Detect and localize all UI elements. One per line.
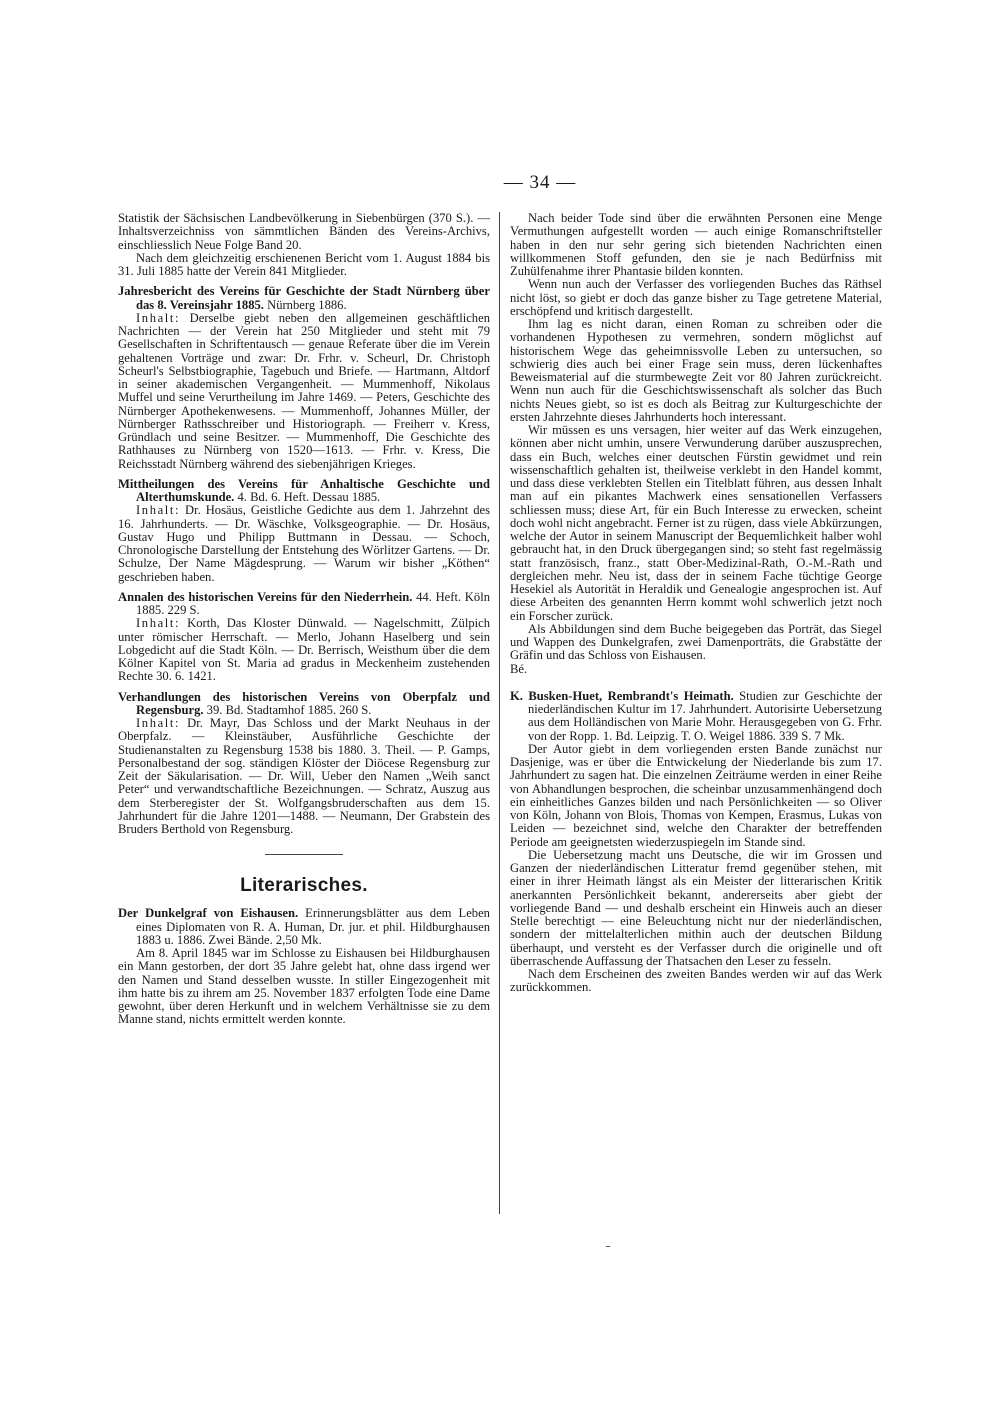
paragraph: Nach beider Tode sind über die erwähnten Personen eine Menge Vermuthungen aufgestellt worden — auch einige Romanschriftsteller haben in den nur sehr gering sich bietenden Nachrichten einen willkommenen Stoff gefunden, den sie je nach Bedürfniss mit Zuhülfenahme ihrer Phantasie bilden konnten. — [510, 211, 882, 278]
entry-details: 39. Bd. Stadtamhof 1885. 260 S. — [203, 702, 372, 717]
entry-title: Der Dunkelgraf von Eishausen. — [118, 906, 299, 921]
paragraph: Die Uebersetzung macht uns Deutsche, die wir im Grossen und Ganzen der niederländischen Litteratur fremd gegenüber stehen, mit einer in ihrer Heimath längst als ein Meister der litterarischen Kritik anerkannten Persönlichkeit bekannt, andererseits aber giebt der vorliegende Band — und deshalb erscheint ein Hinweis auch an dieser Stelle berechtigt — eine Beleuchtung nicht nur der niederländischen, sondern der mittelalterlichen mithin auch der deutschen Bildung überhaupt, und versteht es der Verfasser durch die originelle und oft überraschende Auffassung der Thatsachen den Leser zu fesseln. — [510, 847, 882, 968]
section-rule — [265, 854, 343, 855]
contents-text: Dr. Hosäus, Geistliche Gedichte aus dem 1. Jahrzehnt des 16. Jahrhunderts. — Dr. Wäschke, Volksgeographie. — Dr. Hosäus, Gustav Hugo und Philipp Buttmann in Dessau. — Schoch, Chronologische Darstellung der Entstehung des Wörlitzer Gartens. — Dr. Schulze, Der Name Mägdesprung. — Warum wir bisher „Köthen“ geschrieben haben. — [118, 503, 490, 584]
entry-title: Jahresbericht des Vereins für Geschichte der Stadt Nürnberg über das 8. Vereinsjahr 1885. — [118, 284, 490, 312]
print-mark — [606, 1246, 610, 1247]
paragraph: Wenn nun auch der Verfasser des vorliegenden Buches das Räthsel nicht löst, so giebt er doch das ganze bisher zu Tage getretene Material, erschöpfend und kritisch dargestellt. — [510, 277, 882, 318]
entry-details: Nürnberg 1886. — [263, 297, 347, 312]
paragraph: Nach dem Erscheinen des zweiten Bandes werden wir auf das Werk zurückkommen. — [510, 967, 882, 995]
contents-text: Korth, Das Kloster Dünwald. — Nagelschmitt, Zülpich unter römischer Herrschaft. — Merlo, Johann Haselberg und sein Lobgedicht auf die Stadt Köln. — Dr. Berrisch, Weisthum über die dem Kölner Kapitel von St. Maria ad gradus in Meckenheim zustehenden Rechte 30. 6. 1421. — [118, 616, 490, 684]
entry-details: Studien zur Geschichte der niederländischen Kultur im 17. Jahrhundert. Autorisirte Uebersetzung aus dem Holländischen von Marie Mohr. Herausgegeben von G. Frhr. von der Ropp. 1. Bd. Leipzig. T. O. Weigel 1886. 339 S. 7 Mk. — [528, 688, 883, 743]
review-entry — [118, 591, 490, 618]
paragraph: Als Abbildungen sind dem Buche beigegeben das Porträt, das Siegel und Wappen des Dunkelgrafen, zwei Damenporträts, die Grabstätte der Gräfin und das Schloss von Eishausen. — [510, 621, 882, 663]
right-column — [510, 212, 882, 995]
left-column — [118, 212, 490, 1027]
entry-details: Erinnerungsblätter aus dem Leben eines Diplomaten von R. A. Human, Dr. jur. et phil. Hildburghausen 1883 u. 1886. Zwei Bände. 2,50 Mk. — [136, 906, 490, 947]
entry-contents — [118, 617, 490, 683]
entry-details: 44. Heft. Köln 1885. 229 S. — [136, 589, 490, 617]
review-entry — [510, 690, 882, 743]
contents-label: Inhalt: — [136, 716, 181, 730]
entry-title: Annalen des historischen Vereins für den Niederrhein. — [118, 589, 413, 604]
contents-text: Derselbe giebt neben den allgemeinen geschäftlichen Nachrichten — der Verein hat 250 Mitglieder und steht mit 79 Gesellschaften in Schriftentausch — genaue Referate über die im Verein gehaltenen Vorträge und zwar: Dr. Frhr. v. Scheurl, Dr. Christoph Scheurl's Selbstbiographie, Tagebuch und Briefe. — Hartmann, Altdorf in seiner akademischen Vergangenheit. — Mummenhoff, Nikolaus Muffel und seine Verurtheilung im Jahre 1469. — Peters, Geschichte des Nürnberger Apothekenwesens. — Mummenhoff, Johannes Müller, der Nürnberger Rathsschreiber und Historiograph. — Freiherr v. Kress, Gründlach und seine Besitzer. — Mummenhoff, Die Geschichte des Rathhauses zu Nürnberg von 1520—1613. — Frhr. v. Kress, Die Reichsstadt Nürnberg während des siebenjährigen Krieges. — [118, 310, 490, 471]
review-entry — [118, 907, 490, 947]
reviewer-signature: Bé. — [510, 661, 528, 676]
entry-title: Verhandlungen des historischen Vereins von Oberpfalz und Regensburg. — [118, 689, 490, 717]
column-divider — [499, 212, 500, 1214]
review-entry — [118, 691, 490, 718]
entry-contents — [118, 717, 490, 836]
entry-title: Mittheilungen des Vereins für Anhaltische Geschichte und Alterthumskunde. — [118, 476, 490, 504]
paragraph: Nach dem gleichzeitig erschienenen Bericht vom 1. August 1884 bis 31. Juli 1885 hatte der Verein 841 Mitglieder. — [118, 250, 490, 278]
entry-details: 4. Bd. 6. Heft. Dessau 1885. — [234, 490, 381, 504]
paragraph: Der Autor giebt in dem vorliegenden ersten Bande zunächst nur Dasjenige, was er über die Entwickelung der Niederlande bis zum 17. Jahrhundert zu sagen hat. Die einzelnen Zeiträume werden in einer Reihe von Abhandlungen besprochen, die scheinbar unzusammenhängend doch ein einheitliches Ganzes bilden und nach Persönlichkeiten — so Oliver von Köln, Johann von Blois, Thomas von Kempen, Erasmus, Lukas von Leiden — bezeichnet sind, welche den Charakter der betreffenden Periode am geeignetsten wiederzuspiegeln im Stande sind. — [510, 741, 882, 849]
entry-contents — [118, 312, 490, 471]
page-number: — 34 — — [503, 172, 577, 193]
entry-contents — [118, 504, 490, 584]
contents-text: Dr. Mayr, Das Schloss und der Markt Neuhaus in der Oberpfalz. — Kleinstäuber, Ausführliche Geschichte der Studienanstalten zu Regensburg 1538 bis 1880. 3. Theil. — P. Gamps, Personalbestand der sog. ständigen Klöster der Diöcese Regensburg zur Zeit der Säkularisation. — Dr. Will, Ueber den Namen „Weih sanct Peter“ und verwandtschaftliche Bezeichnungen. — Schratz, Auszug aus dem Sterberegister der St. Wolfgangsbruderschaften aus dem 15. Jahrhundert für die Jahre 1201—1488. — Neumann, Der Grabstein des Bruders Berthold von Regensburg. — [118, 716, 490, 836]
review-entry — [118, 285, 490, 312]
review-entry — [118, 478, 490, 505]
paragraph: Statistik der Sächsischen Landbevölkerung in Siebenbürgen (370 S.). — Inhaltsverzeichniss von sämmtlichen Bänden des Vereins-Archivs, einschliesslich Neue Folge Band 20. — [118, 211, 490, 252]
section-heading: Literarisches. — [240, 875, 368, 897]
paragraph: Ihm lag es nicht daran, einen Roman zu schreiben oder die vorhandenen Hypothesen zu vermehren, sondern möglichst auf historischem Wege das geheimnissvolle Leben zu untersuchen, so schwierig dies auch bei einer Frage sein muss, deren lückenhaftes Beweismaterial auf die sturmbewegte Zeit vor 80 Jahren zurückreicht. Wenn nun auch für die Geschichtswissenschaft als solcher das Buch nichts Neues giebt, so ist es doch als Beitrag zur Kulturgeschichte der ersten Jahrzehnte dieses Jahrhunderts hoch interessant. — [510, 317, 882, 424]
contents-label: Inhalt: — [136, 616, 181, 631]
contents-label: Inhalt: — [136, 503, 181, 518]
contents-label: Inhalt: — [136, 310, 181, 325]
paragraph: Wir müssen es uns versagen, hier weiter auf das Werk einzugehen, können aber nicht umhin, unsere Verwunderung darüber auszusprechen, dass ein Buch, welches einer deutschen Fürstin gewidmet und rein wissenschaftlich gehalten ist, theilweise verklebt in den Handel kommt, und dass diese verklebten Stellen ein Titelblatt führen, aus dessen Inhalt man auf ein pikantes Machwerk eines sensationellen Verfassers schliessen muss; diese Art, für ein Buch Interesse zu erwecken, scheint doch wohl nicht angebracht. Ferner ist zu rügen, dass viele Abkürzungen, welche der Autor in seinem Manuscript der Bequemlichkeit halber wohl gebraucht hat, in den Druck übergegangen sind; so steht fast regelmässig statt französisch, franz., statt Ober-Medizinal-Rath, O.-M.-Rath und dergleichen mehr. Neu ist, dass der in seinem Fache tüchtige George Hesekiel als Autorität in Heraldik und Genealogie angesprochen ist. Auf diese Arbeiten des genannten Herrn kommt wohl schwerlich jetzt noch ein Forscher zurück. — [510, 423, 882, 623]
entry-title: K. Busken-Huet, Rembrandt's Heimath. — [510, 688, 734, 703]
paragraph: Am 8. April 1845 war im Schlosse zu Eishausen bei Hildburghausen ein Mann gestorben, der dort 35 Jahre gelebt hat, ohne dass irgend wer den Namen und Stand desselben wusste. In stiller Eingezogenheit mit ihm hatte bis zu ihrem am 25. November 1837 erfolgten Tode eine Dame gewohnt, über deren Herkunft und in welchem Verhältnisse sie zu dem Manne stand, nichts ermittelt werden konnte. — [118, 946, 490, 1027]
